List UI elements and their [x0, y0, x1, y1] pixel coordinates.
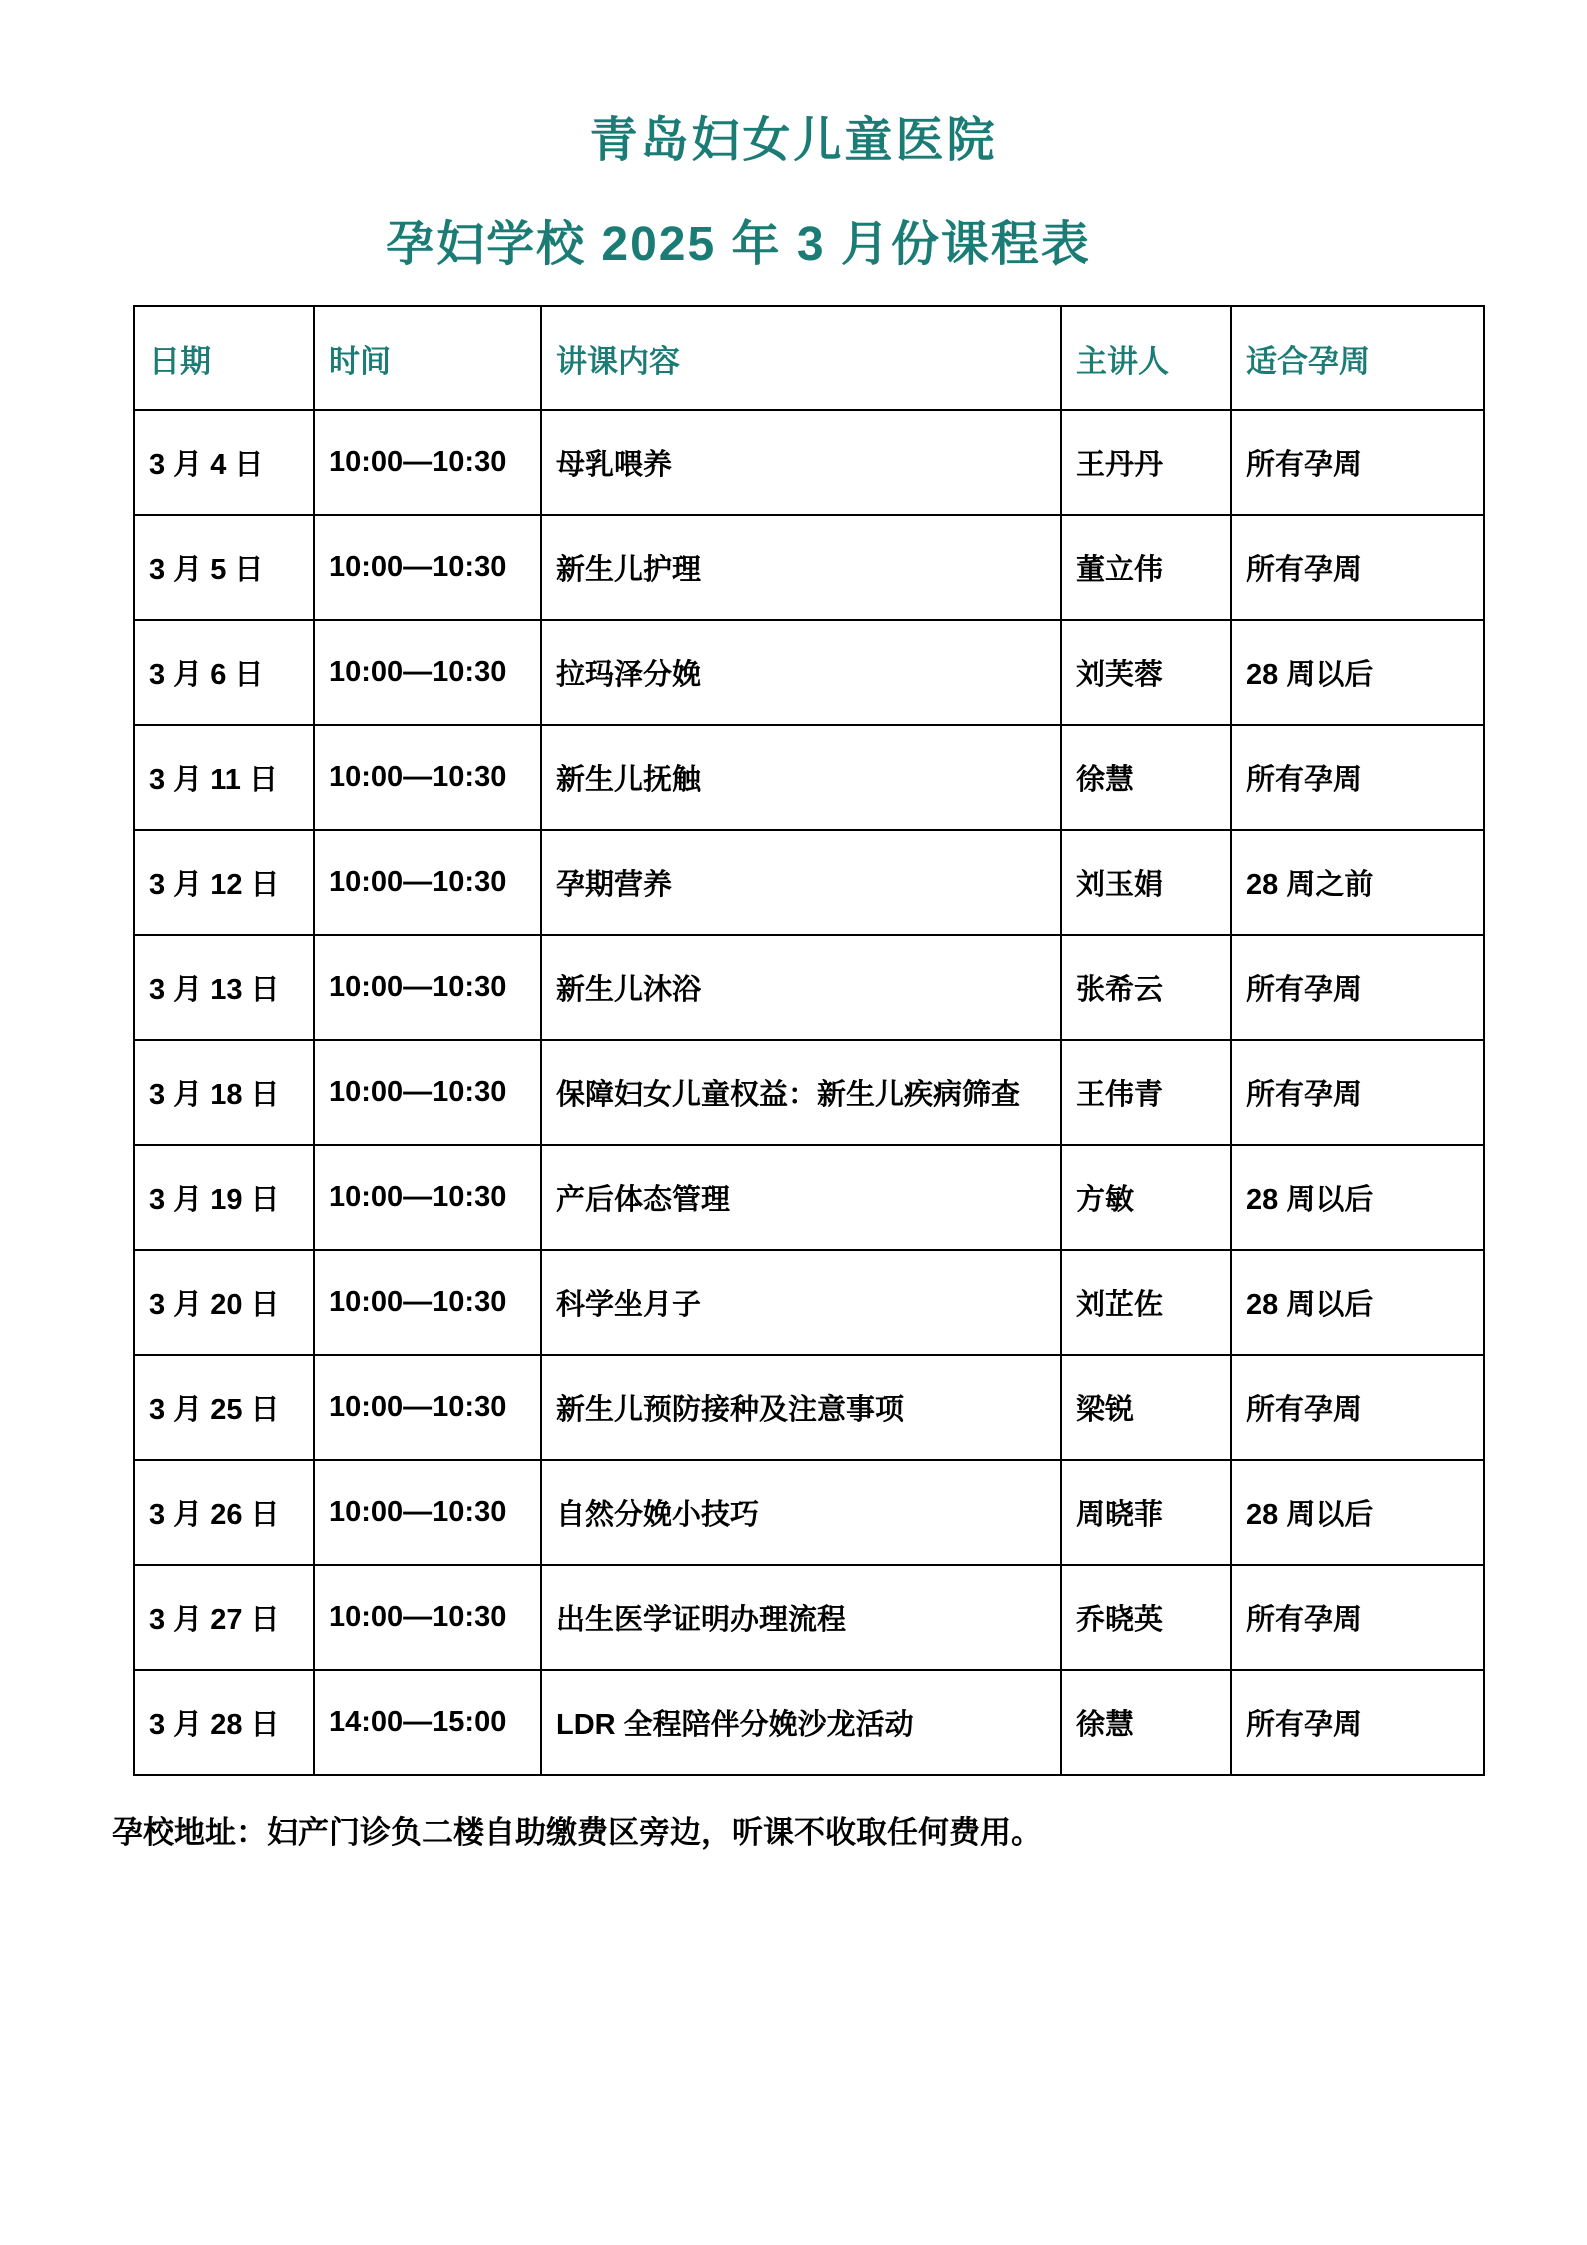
cell-time: 10:00—10:30 [314, 620, 541, 725]
cell-weeks: 所有孕周 [1231, 1565, 1484, 1670]
table-row [134, 620, 1484, 725]
table-row [134, 725, 1484, 830]
cell-date: 3 月 25 日 [134, 1355, 314, 1460]
cell-date: 3 月 4 日 [134, 410, 314, 515]
cell-date: 3 月 12 日 [134, 830, 314, 935]
cell-time: 10:00—10:30 [314, 410, 541, 515]
table-row [134, 935, 1484, 1040]
column-header-date: 日期 [134, 306, 314, 410]
cell-content: 母乳喂养 [541, 410, 1061, 515]
cell-date: 3 月 11 日 [134, 725, 314, 830]
table-row [134, 1670, 1484, 1775]
cell-speaker: 周晓菲 [1061, 1460, 1231, 1565]
cell-time: 14:00—15:00 [314, 1670, 541, 1775]
cell-speaker: 刘玉娟 [1061, 830, 1231, 935]
table-row [134, 515, 1484, 620]
page-title: 青岛妇女儿童医院 [589, 114, 998, 167]
cell-time: 10:00—10:30 [314, 725, 541, 830]
cell-weeks: 所有孕周 [1231, 1040, 1484, 1145]
cell-speaker: 刘芙蓉 [1061, 620, 1231, 725]
cell-time: 10:00—10:30 [314, 935, 541, 1040]
course-schedule-table [133, 305, 1485, 1776]
cell-weeks: 28 周以后 [1231, 1145, 1484, 1250]
cell-content: 新生儿抚触 [541, 725, 1061, 830]
cell-date: 3 月 26 日 [134, 1460, 314, 1565]
cell-content: 新生儿预防接种及注意事项 [541, 1355, 1061, 1460]
cell-time: 10:00—10:30 [314, 515, 541, 620]
column-header-time: 时间 [314, 306, 541, 410]
cell-time: 10:00—10:30 [314, 1565, 541, 1670]
cell-speaker: 张希云 [1061, 935, 1231, 1040]
cell-weeks: 所有孕周 [1231, 725, 1484, 830]
cell-content: 产后体态管理 [541, 1145, 1061, 1250]
table-row [134, 830, 1484, 935]
cell-time: 10:00—10:30 [314, 1145, 541, 1250]
cell-weeks: 所有孕周 [1231, 410, 1484, 515]
cell-time: 10:00—10:30 [314, 1250, 541, 1355]
cell-content: 自然分娩小技巧 [541, 1460, 1061, 1565]
cell-content: 保障妇女儿童权益：新生儿疾病筛查 [541, 1040, 1061, 1145]
cell-time: 10:00—10:30 [314, 1040, 541, 1145]
cell-date: 3 月 27 日 [134, 1565, 314, 1670]
cell-date: 3 月 5 日 [134, 515, 314, 620]
cell-speaker: 梁锐 [1061, 1355, 1231, 1460]
column-header-weeks: 适合孕周 [1231, 306, 1484, 410]
table-head [134, 306, 1484, 410]
cell-weeks: 28 周之前 [1231, 830, 1484, 935]
table-row [134, 1355, 1484, 1460]
cell-weeks: 28 周以后 [1231, 1250, 1484, 1355]
cell-weeks: 所有孕周 [1231, 935, 1484, 1040]
cell-weeks: 所有孕周 [1231, 1355, 1484, 1460]
cell-date: 3 月 19 日 [134, 1145, 314, 1250]
cell-time: 10:00—10:30 [314, 1355, 541, 1460]
schedule-table-body [134, 410, 1484, 1775]
cell-weeks: 所有孕周 [1231, 515, 1484, 620]
cell-time: 10:00—10:30 [314, 1460, 541, 1565]
cell-time: 10:00—10:30 [314, 830, 541, 935]
cell-speaker: 徐慧 [1061, 1670, 1231, 1775]
cell-weeks: 28 周以后 [1231, 620, 1484, 725]
table-header-row [134, 306, 1484, 410]
cell-speaker: 方敏 [1061, 1145, 1231, 1250]
column-header-speaker: 主讲人 [1061, 306, 1231, 410]
cell-weeks: 所有孕周 [1231, 1670, 1484, 1775]
cell-speaker: 刘芷佐 [1061, 1250, 1231, 1355]
cell-speaker: 王伟青 [1061, 1040, 1231, 1145]
table-row [134, 1460, 1484, 1565]
cell-date: 3 月 20 日 [134, 1250, 314, 1355]
cell-content: 孕期营养 [541, 830, 1061, 935]
table-row [134, 1565, 1484, 1670]
cell-content: 新生儿沐浴 [541, 935, 1061, 1040]
cell-content: 拉玛泽分娩 [541, 620, 1061, 725]
cell-weeks: 28 周以后 [1231, 1460, 1484, 1565]
page-subtitle: 孕妇学校 2025 年 3 月份课程表 [386, 218, 1091, 271]
footer-note: 孕校地址：妇产门诊负二楼自助缴费区旁边，听课不收取任何费用。 [112, 1815, 1042, 1850]
cell-date: 3 月 28 日 [134, 1670, 314, 1775]
table-row [134, 1250, 1484, 1355]
cell-speaker: 董立伟 [1061, 515, 1231, 620]
cell-content: 科学坐月子 [541, 1250, 1061, 1355]
cell-speaker: 王丹丹 [1061, 410, 1231, 515]
column-header-content: 讲课内容 [541, 306, 1061, 410]
cell-speaker: 徐慧 [1061, 725, 1231, 830]
cell-speaker: 乔晓英 [1061, 1565, 1231, 1670]
cell-date: 3 月 18 日 [134, 1040, 314, 1145]
table-row [134, 410, 1484, 515]
table-row [134, 1040, 1484, 1145]
cell-content: LDR 全程陪伴分娩沙龙活动 [541, 1670, 1061, 1775]
cell-date: 3 月 13 日 [134, 935, 314, 1040]
table-row [134, 1145, 1484, 1250]
cell-date: 3 月 6 日 [134, 620, 314, 725]
cell-content: 出生医学证明办理流程 [541, 1565, 1061, 1670]
cell-content: 新生儿护理 [541, 515, 1061, 620]
